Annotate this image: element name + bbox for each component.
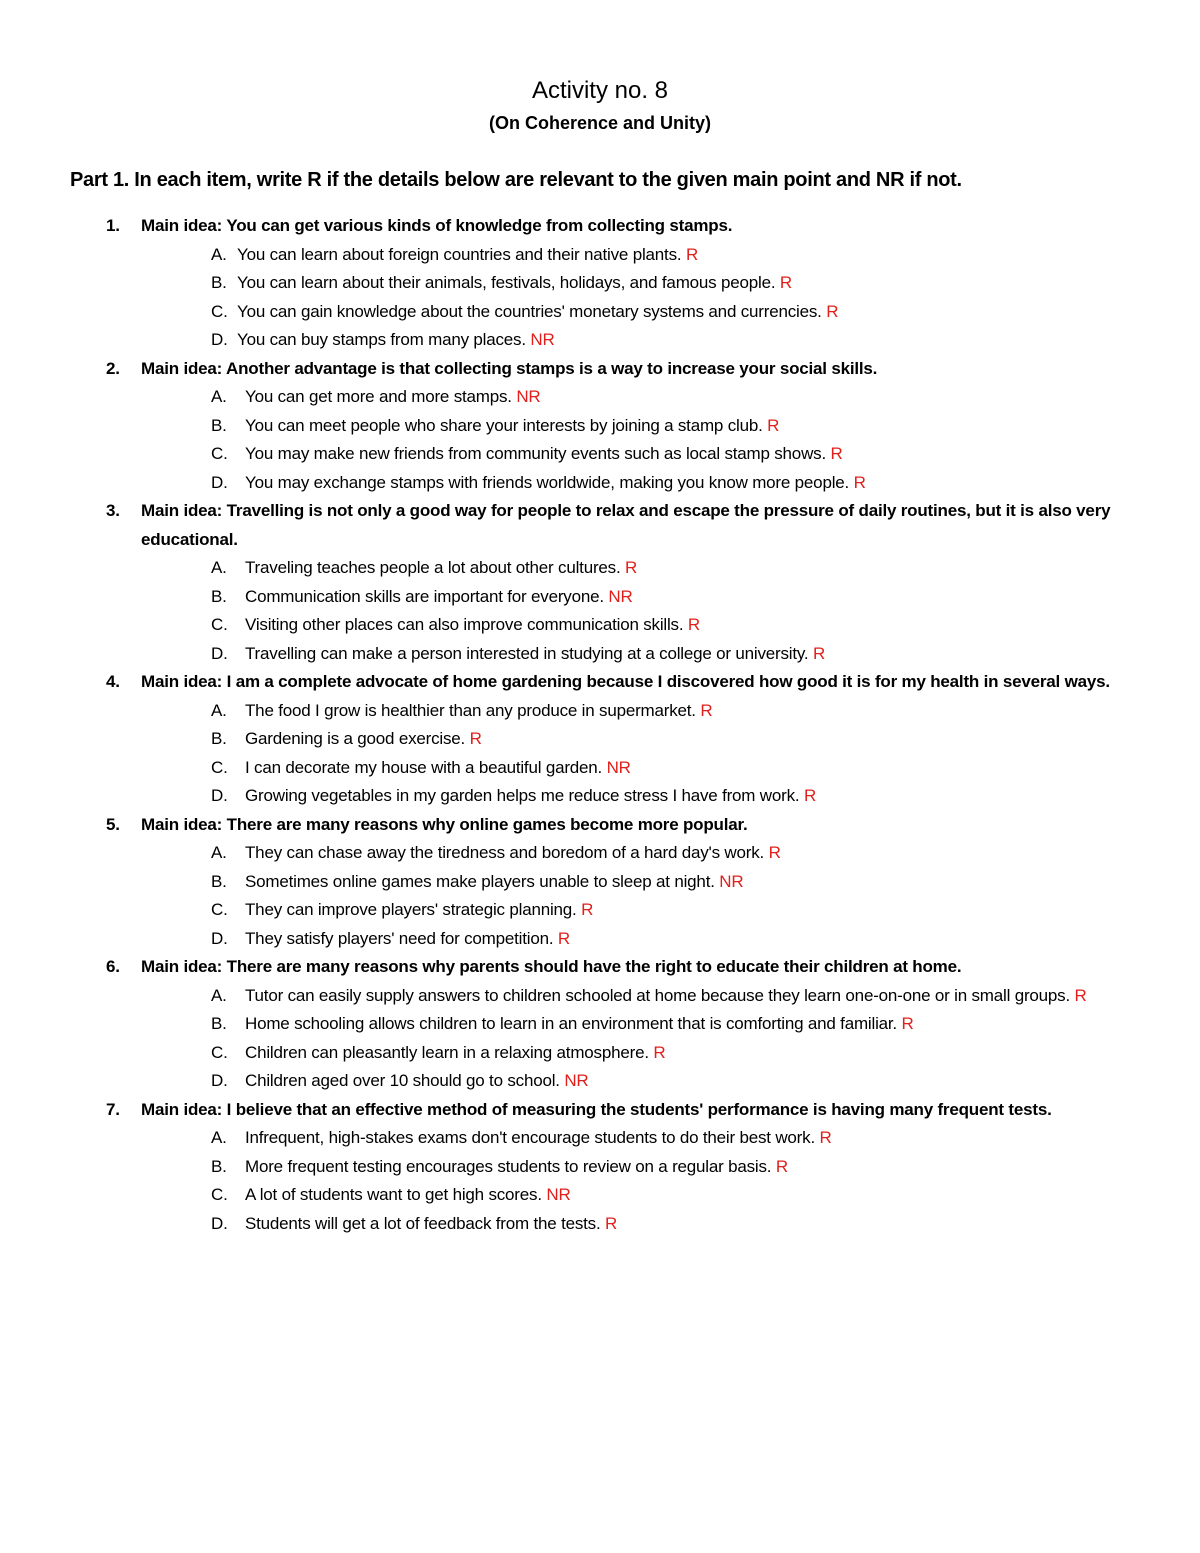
main-idea-text: There are many reasons why online games become more popular.	[226, 814, 748, 834]
answer-mark: NR	[516, 387, 541, 406]
detail-letter: C.	[211, 1042, 228, 1062]
detail-text: You can learn about foreign countries and their native plants.	[237, 244, 682, 264]
answer-mark: NR	[608, 586, 633, 606]
answer-mark: R	[653, 1042, 666, 1062]
detail-text: Gardening is a good exercise.	[245, 729, 466, 748]
detail-letter: A.	[211, 558, 227, 577]
detail-letter: D.	[211, 928, 228, 948]
list-item	[0, 953, 1200, 1096]
main-idea-text: I am a complete advocate of home gardening because I discovered how good it is for my health in several ways.	[226, 672, 1110, 691]
detail-row	[0, 754, 1135, 783]
main-idea-text: You can get various kinds of knowledge from collecting stamps.	[226, 216, 733, 235]
detail-text: You may make new friends from community events such as local stamp shows.	[245, 444, 826, 463]
detail-letter: C.	[211, 301, 228, 321]
list-item	[0, 1096, 1200, 1239]
answer-mark: R	[581, 900, 594, 919]
detail-text: You can get more and more stamps.	[245, 387, 512, 406]
detail-row	[0, 241, 1127, 270]
answer-mark: R	[605, 1213, 618, 1233]
detail-text: The food I grow is healthier than any produce in supermarket.	[245, 700, 696, 720]
detail-text: Children can pleasantly learn in a relaxing atmosphere.	[245, 1042, 649, 1062]
answer-mark: R	[853, 472, 866, 492]
page-title: Activity no. 8	[531, 77, 669, 104]
main-idea-label: Main idea:	[141, 814, 223, 834]
answer-mark: R	[819, 1128, 832, 1147]
main-idea	[0, 811, 1131, 840]
detail-letter: C.	[211, 615, 228, 634]
detail-row	[0, 1124, 1135, 1153]
detail-row	[0, 1153, 1135, 1182]
item-number: 4.	[106, 672, 120, 691]
list-item	[0, 497, 1200, 668]
item-number: 6.	[106, 957, 120, 976]
detail-row	[0, 982, 1135, 1011]
detail-row	[0, 383, 1135, 412]
detail-text: I can decorate my house with a beautiful garden.	[245, 757, 603, 777]
main-idea-label: Main idea:	[141, 358, 223, 378]
detail-row	[0, 1010, 1135, 1039]
detail-text: Traveling teaches people a lot about other cultures.	[245, 558, 621, 577]
detail-letter: A.	[211, 985, 227, 1005]
main-idea	[0, 497, 1131, 554]
detail-text: You can gain knowledge about the countries' monetary systems and currencies.	[237, 301, 822, 321]
detail-row	[0, 1067, 1135, 1096]
answer-mark: R	[685, 244, 699, 264]
answer-mark: NR	[530, 330, 555, 349]
answer-mark: R	[830, 444, 843, 463]
main-idea	[0, 1096, 1131, 1125]
answer-mark: R	[826, 301, 839, 321]
detail-row	[0, 925, 1135, 954]
detail-text: Children aged over 10 should go to school.	[245, 1071, 560, 1090]
detail-row	[0, 583, 1135, 612]
page-subtitle: (On Coherence and Unity)	[488, 113, 712, 133]
answer-mark: NR	[564, 1071, 589, 1090]
detail-row	[0, 896, 1135, 925]
main-idea-label: Main idea:	[141, 216, 223, 235]
detail-row	[0, 868, 1135, 897]
detail-row	[0, 440, 1135, 469]
part-heading: Part 1. In each item, write R if the details below are relevant to the given main point and NR if not.	[70, 169, 962, 191]
answer-mark: R	[557, 928, 570, 948]
detail-row	[0, 269, 1127, 298]
detail-text: Growing vegetables in my garden helps me reduce stress I have from work.	[245, 786, 800, 805]
detail-letter: A.	[211, 244, 227, 264]
detail-text: They satisfy players' need for competition.	[245, 928, 554, 948]
main-idea-text: There are many reasons why parents should have the right to educate their children at home.	[226, 957, 962, 976]
answer-mark: R	[469, 729, 482, 748]
detail-letter: A.	[211, 843, 227, 862]
main-idea	[0, 212, 1131, 241]
detail-letter: C.	[211, 1185, 228, 1204]
answer-mark: R	[779, 273, 792, 292]
detail-letter: D.	[211, 1071, 228, 1090]
main-idea	[0, 668, 1131, 697]
item-number: 2.	[106, 358, 120, 378]
answer-mark: NR	[546, 1185, 571, 1204]
item-number: 1.	[106, 216, 120, 235]
items-list	[0, 212, 1200, 1238]
main-idea-label: Main idea:	[141, 501, 223, 520]
detail-text: Home schooling allows children to learn in an environment that is comforting and familiar.	[245, 1014, 897, 1033]
main-idea	[0, 953, 1131, 982]
detail-letter: B.	[211, 1156, 227, 1176]
detail-text: More frequent testing encourages students to review on a regular basis.	[245, 1156, 772, 1176]
item-number: 3.	[106, 501, 120, 520]
detail-row	[0, 1210, 1135, 1239]
detail-letter: A.	[211, 1128, 227, 1147]
detail-row	[0, 697, 1135, 726]
detail-row	[0, 326, 1127, 355]
detail-letter: C.	[211, 757, 228, 777]
answer-mark: R	[803, 786, 817, 805]
detail-text: Communication skills are important for everyone.	[245, 586, 604, 606]
detail-text: Tutor can easily supply answers to children schooled at home because they learn one-on-one or in small groups.	[245, 985, 1071, 1005]
detail-text: They can chase away the tiredness and boredom of a hard day's work.	[245, 843, 765, 862]
answer-mark: R	[687, 615, 700, 634]
main-idea-text: I believe that an effective method of measuring the students' performance is having many frequent tests.	[226, 1099, 1052, 1119]
detail-letter: A.	[211, 387, 227, 406]
detail-row	[0, 782, 1135, 811]
detail-text: A lot of students want to get high scores.	[245, 1185, 542, 1204]
main-idea-text: Travelling is not only a good way for people to relax and escape the pressure of daily routines, but it is also very educational.	[141, 501, 1111, 549]
item-number: 7.	[106, 1099, 120, 1119]
detail-row	[0, 640, 1135, 669]
detail-text: Visiting other places can also improve communication skills.	[245, 615, 684, 634]
detail-text: They can improve players' strategic planning.	[245, 900, 577, 919]
detail-row	[0, 298, 1127, 327]
detail-row	[0, 1039, 1135, 1068]
detail-text: Travelling can make a person interested in studying at a college or university.	[245, 643, 809, 663]
list-item	[0, 811, 1200, 954]
detail-letter: B.	[211, 1014, 227, 1033]
answer-mark: R	[768, 843, 781, 862]
answer-mark: R	[625, 558, 638, 577]
detail-letter: C.	[211, 900, 228, 919]
detail-letter: D.	[211, 643, 228, 663]
list-item	[0, 355, 1200, 498]
detail-text: Sometimes online games make players unable to sleep at night.	[245, 871, 715, 891]
detail-letter: B.	[211, 871, 227, 891]
detail-letter: B.	[211, 273, 227, 292]
detail-text: You can buy stamps from many places.	[237, 330, 526, 349]
list-item	[0, 668, 1200, 811]
detail-row	[0, 412, 1135, 441]
main-idea-text: Another advantage is that collecting stamps is a way to increase your social skills.	[226, 358, 878, 378]
detail-text: Students will get a lot of feedback from the tests.	[245, 1213, 601, 1233]
detail-letter: C.	[211, 444, 228, 463]
answer-mark: R	[901, 1014, 914, 1033]
detail-letter: D.	[211, 472, 228, 492]
detail-text: You may exchange stamps with friends worldwide, making you know more people.	[245, 472, 850, 492]
main-idea-label: Main idea:	[141, 957, 223, 976]
answer-mark: R	[1074, 985, 1087, 1005]
answer-mark: R	[775, 1156, 788, 1176]
detail-text: You can learn about their animals, festivals, holidays, and famous people.	[237, 273, 776, 292]
main-idea	[0, 355, 1131, 384]
detail-letter: B.	[211, 415, 227, 435]
answer-mark: R	[700, 700, 713, 720]
detail-row	[0, 611, 1135, 640]
main-idea-label: Main idea:	[141, 672, 223, 691]
main-idea-label: Main idea:	[141, 1099, 223, 1119]
detail-row	[0, 839, 1135, 868]
detail-text: Infrequent, high-stakes exams don't encourage students to do their best work.	[245, 1128, 815, 1147]
answer-mark: R	[812, 643, 826, 663]
detail-row	[0, 725, 1135, 754]
detail-row	[0, 469, 1135, 498]
list-item	[0, 212, 1200, 355]
answer-mark: NR	[719, 871, 744, 891]
item-number: 5.	[106, 814, 120, 834]
detail-row	[0, 1181, 1135, 1210]
detail-letter: B.	[211, 586, 227, 606]
detail-letter: D.	[211, 1213, 228, 1233]
detail-letter: D.	[211, 330, 228, 349]
answer-mark: R	[767, 415, 780, 435]
detail-text: You can meet people who share your interests by joining a stamp club.	[245, 415, 763, 435]
detail-letter: B.	[211, 729, 227, 748]
detail-letter: A.	[211, 700, 227, 720]
detail-letter: D.	[211, 786, 228, 805]
answer-mark: NR	[606, 757, 631, 777]
detail-row	[0, 554, 1135, 583]
